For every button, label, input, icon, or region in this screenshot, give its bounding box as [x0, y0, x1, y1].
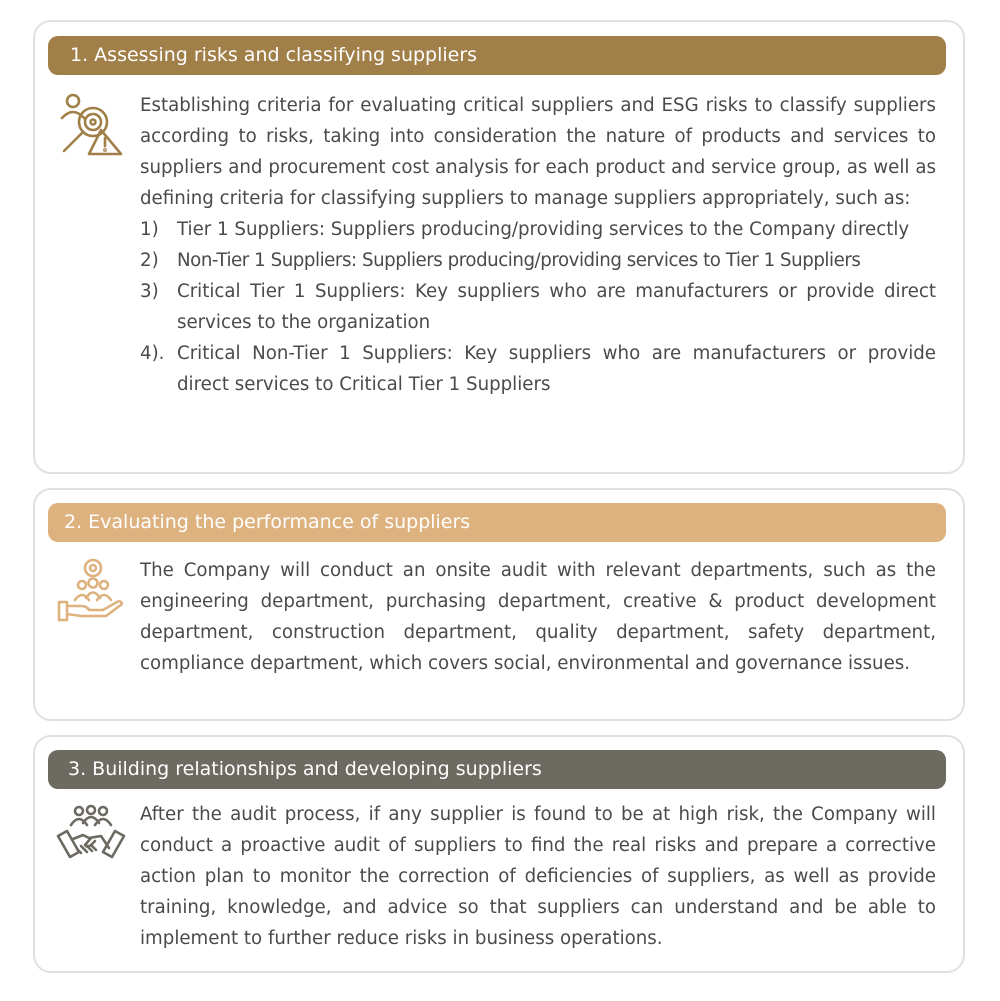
list-item-text: Non-Tier 1 Suppliers: Suppliers producing/providing services to Tier 1 Suppliers	[177, 250, 861, 271]
section-body: The Company will conduct an onsite audit with relevant departments, such as the engineering department, purchasing department, creative & product development department, construction department, quality department, safety department, compliance department, which covers social, environmental and governance issues.	[140, 560, 936, 674]
list-item-number: 2)	[140, 250, 159, 271]
team-performance-icon	[55, 556, 127, 628]
list-item-text: Critical Non-Tier 1 Suppliers: Key suppliers who are manufacturers or provide direct services to Critical Tier 1 Suppliers	[177, 343, 936, 395]
list-item-number: 1)	[140, 219, 159, 240]
section-title: 1. Assessing risks and classifying suppliers	[48, 36, 946, 75]
section-body	[140, 90, 936, 400]
list-item	[140, 245, 936, 276]
section-title: 2. Evaluating the performance of suppliers	[48, 503, 946, 542]
list-item-number: 3)	[140, 281, 159, 302]
list-item-text: Tier 1 Suppliers: Suppliers producing/providing services to the Company directly	[177, 219, 910, 240]
list-item	[140, 214, 936, 245]
handshake-icon	[55, 803, 127, 875]
section-card-supplier-development	[33, 735, 965, 973]
list-item-number: 4).	[140, 343, 165, 364]
section-card-performance-evaluation	[33, 488, 965, 721]
section-body: After the audit process, if any supplier is found to be at high risk, the Company will conduct a proactive audit of suppliers to find the real risks and prepare a corrective action plan to monitor the correction of deficiencies of suppliers, as well as provide training, knowledge, and advice so that suppliers can understand and be able to implement to further reduce risks in business operations.	[140, 804, 936, 949]
list-item-text: Critical Tier 1 Suppliers: Key suppliers who are manufacturers or provide direct services to the organization	[177, 281, 936, 333]
list-item	[140, 276, 936, 338]
section-title: 3. Building relationships and developing suppliers	[48, 750, 946, 789]
section-card-risk-assessment	[33, 20, 965, 474]
section-intro: Establishing criteria for evaluating critical suppliers and ESG risks to classify suppliers according to risks, taking into consideration the nature of products and services to suppliers and procurement cost analysis for each product and service group, as well as defining criteria for classifying suppliers to manage suppliers appropriately, such as:	[140, 95, 936, 209]
risk-assessment-icon	[55, 92, 127, 164]
supplier-tier-list	[140, 214, 936, 400]
list-item	[140, 338, 936, 400]
